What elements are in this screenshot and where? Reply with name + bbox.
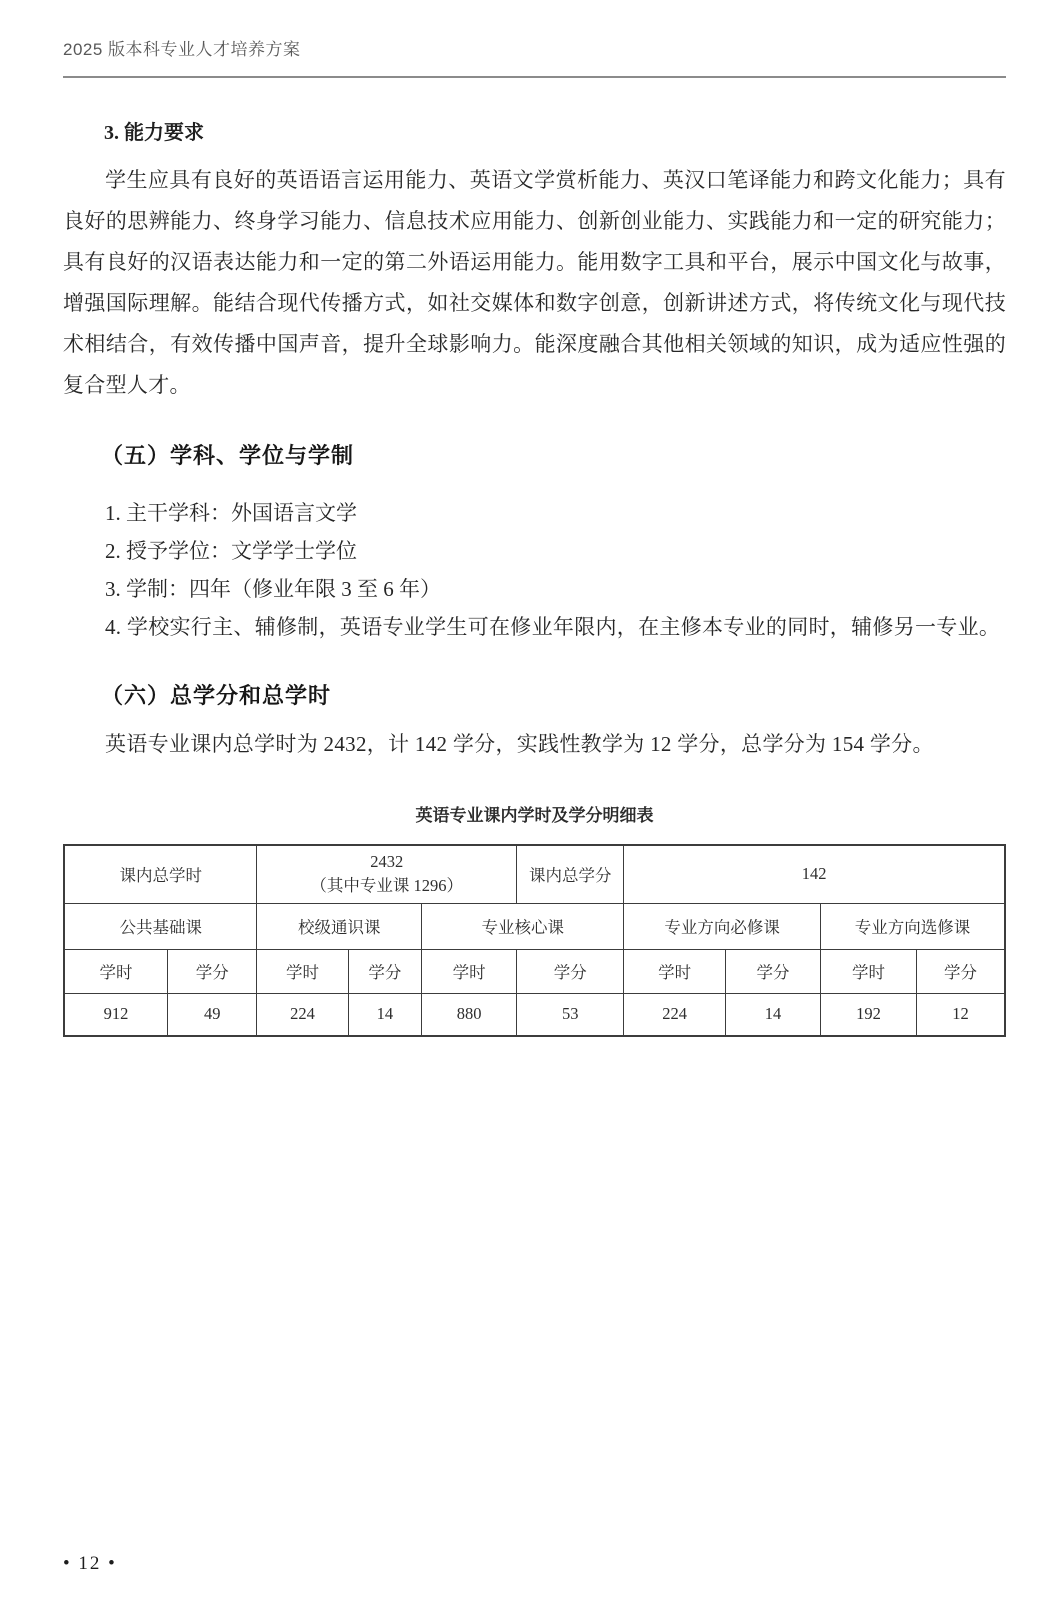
col-header-hours: 学时 [257, 949, 348, 993]
col-header-hours: 学时 [64, 949, 168, 993]
section-heading-five: （五）学科、学位与学制 [101, 443, 355, 468]
page-header [63, 40, 1006, 78]
ability-paragraph: 学生应具有良好的英语语言运用能力、英语文学赏析能力、英汉口笔译能力和跨文化能力；具有良好的思辨能力、终身学习能力、信息技术应用能力、创新创业能力、实践能力和一定的研究能力；具有良好的汉语表达能力和一定的第二外语运用能力。能用数字工具和平台，展示中国文化与故事，增强国际理解。能结合现代传播方式，如社交媒体和数字创意，创新讲述方式，将传统文化与现代技术相结合，有效传播中国声音，提升全球影响力。能深度融合其他相关领域的知识，成为适应性强的复合型人才。 [63, 168, 1006, 397]
col-header-hours: 学时 [422, 949, 517, 993]
col-header-credits: 学分 [517, 949, 624, 993]
list-item-duration: 3. 学制：四年（修业年限 3 至 6 年） [105, 577, 441, 601]
table-row-summary [64, 845, 1005, 903]
col-header-credits: 学分 [348, 949, 421, 993]
list-item-minor-policy: 4. 学校实行主、辅修制，英语专业学生可在修业年限内，在主修本专业的同时，辅修另一专业。 [105, 615, 1001, 639]
cell-total-credits-value: 142 [624, 845, 1005, 903]
cell-value: 49 [168, 993, 257, 1036]
cell-category-public-basic: 公共基础课 [64, 903, 257, 949]
six-paragraph: 英语专业课内总学时为 2432，计 142 学分，实践性教学为 12 学分，总学分为 154 学分。 [105, 732, 934, 756]
cell-value: 12 [916, 993, 1005, 1036]
header-title: 2025 版本科专业人才培养方案 [63, 40, 301, 59]
cell-value: 53 [517, 993, 624, 1036]
section-heading-ability: 3. 能力要求 [104, 122, 204, 144]
cell-value: 14 [725, 993, 820, 1036]
cell-value: 224 [257, 993, 348, 1036]
table-row-categories [64, 903, 1005, 949]
table-row-subheaders [64, 949, 1005, 993]
col-header-credits: 学分 [725, 949, 820, 993]
col-header-credits: 学分 [168, 949, 257, 993]
list-item-degree: 2. 授予学位：文学学士学位 [105, 539, 357, 563]
total-hours-note: （其中专业课 1296） [310, 876, 464, 896]
cell-value: 14 [348, 993, 421, 1036]
cell-category-required: 专业方向必修课 [624, 903, 821, 949]
cell-value: 880 [422, 993, 517, 1036]
cell-category-elective: 专业方向选修课 [821, 903, 1006, 949]
col-header-hours: 学时 [821, 949, 917, 993]
total-hours-number: 2432 [370, 852, 404, 872]
col-header-hours: 学时 [624, 949, 726, 993]
col-header-credits: 学分 [916, 949, 1005, 993]
cell-value: 912 [64, 993, 168, 1036]
cell-total-credits-label: 课内总学分 [517, 845, 624, 903]
table-row-values [64, 993, 1005, 1036]
cell-total-hours-label: 课内总学时 [64, 845, 257, 903]
page-number: • 12 • [63, 1553, 117, 1574]
cell-total-hours-value [257, 845, 517, 903]
list-item-major-discipline: 1. 主干学科：外国语言文学 [105, 501, 357, 525]
table-title: 英语专业课内学时及学分明细表 [415, 806, 654, 825]
cell-value: 224 [624, 993, 726, 1036]
cell-category-general-education: 校级通识课 [257, 903, 422, 949]
header-divider [63, 76, 1006, 78]
cell-value: 192 [821, 993, 917, 1036]
section-heading-six: （六）总学分和总学时 [101, 683, 332, 708]
section-five-list [63, 494, 1006, 646]
cell-category-core: 专业核心课 [422, 903, 624, 949]
credit-hours-table [63, 844, 1006, 1037]
